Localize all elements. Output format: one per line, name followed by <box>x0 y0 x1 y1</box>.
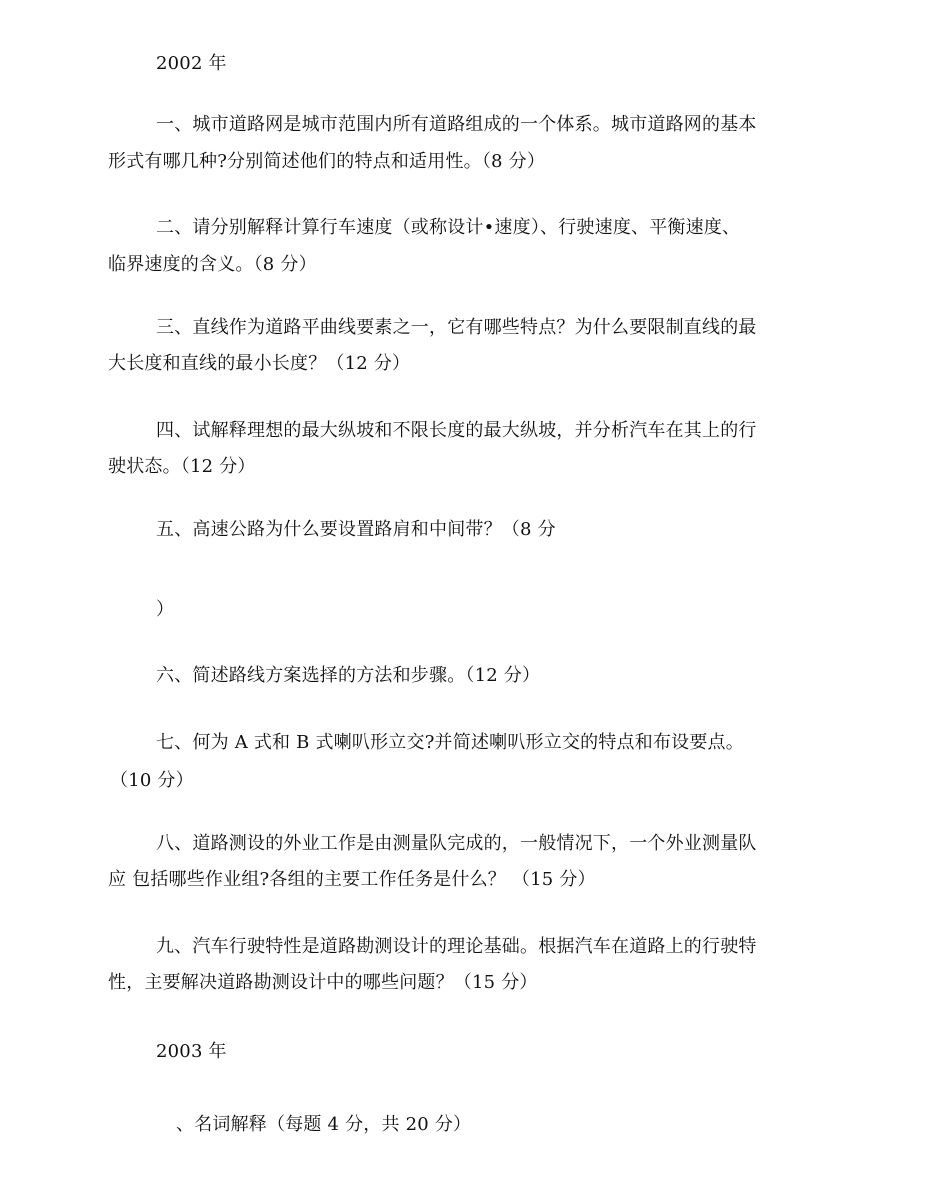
question-1-line-2: 形式有哪几种?分别简述他们的特点和适用性。（8 分） <box>108 151 546 172</box>
question-4-line-1: 四、试解释理想的最大纵坡和不限长度的最大纵坡，并分析汽车在其上的行 <box>156 420 757 441</box>
question-6-line-1: 六、简述路线方案选择的方法和步骤。（12 分） <box>156 665 541 686</box>
question-8-line-1: 八、道路测设的外业工作是由测量队完成的，一般情况下，一个外业测量队 <box>156 833 757 854</box>
question-5-line-2: ） <box>156 599 175 620</box>
question-9-line-2: 性，主要解决道路勘测设计中的哪些问题？（15 分） <box>108 972 538 993</box>
year-heading-2002: 2002 年 <box>156 53 227 74</box>
question-9-line-1: 九、汽车行驶特性是道路勘测设计的理论基础。根据汽车在道路上的行驶特 <box>156 936 757 957</box>
question-8-line-2: 应 包括哪些作业组?各组的主要工作任务是什么？ （15 分） <box>108 869 596 890</box>
question-4-line-2: 驶状态。（12 分） <box>108 456 256 477</box>
question-2-line-1: 二、请分别解释计算行车速度（或称设计•速度）、行驶速度、平衡速度、 <box>156 217 741 238</box>
question-1-line-1: 一、城市道路网是城市范围内所有道路组成的一个体系。城市道路网的基本 <box>156 114 757 135</box>
question-2-line-2: 临界速度的含义。（8 分） <box>108 254 317 275</box>
question-7-line-2: （10 分） <box>110 770 194 791</box>
section-term-definitions: 、名词解释（每题 4 分，共 20 分） <box>176 1114 472 1135</box>
question-7-line-1: 七、何为 A 式和 B 式喇叭形立交?并简述喇叭形立交的特点和布设要点。 <box>156 732 744 753</box>
year-heading-2003: 2003 年 <box>156 1041 227 1062</box>
question-3-line-2: 大长度和直线的最小长度？（12 分） <box>108 353 411 374</box>
question-3-line-1: 三、直线作为道路平曲线要素之一，它有哪些特点？为什么要限制直线的最 <box>156 317 757 338</box>
question-5-line-1: 五、高速公路为什么要设置路肩和中间带？（8 分 <box>156 519 556 540</box>
